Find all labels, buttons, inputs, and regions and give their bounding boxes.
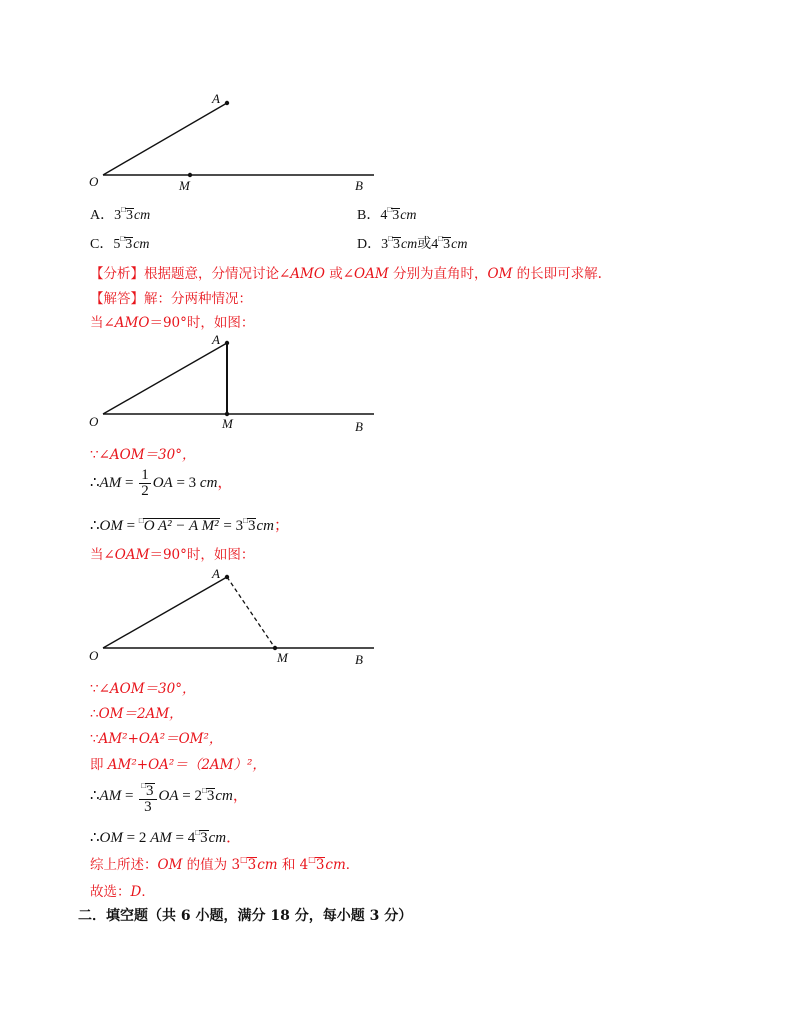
option-c-letter: C． xyxy=(90,237,114,252)
step-2-rhs: OA xyxy=(152,474,173,491)
summary-radicand-1: 3 xyxy=(247,857,257,873)
step-9-eq: = 2 xyxy=(122,830,151,846)
step-6 xyxy=(90,727,222,747)
step-3-radicand: 3 xyxy=(247,518,256,534)
ray-oa xyxy=(103,577,227,648)
choice-pre: 故选： xyxy=(90,884,131,900)
option-d-letter: D． xyxy=(357,237,382,252)
step-7 xyxy=(90,753,266,773)
choice-line xyxy=(90,880,155,900)
label-o: O xyxy=(89,648,99,663)
option-a-coef: 3 xyxy=(114,208,122,223)
option-b-coef: 4 xyxy=(380,208,388,223)
step-9-radicand: 3 xyxy=(200,830,208,846)
step-9-mid: AM xyxy=(150,830,172,846)
step-3-end: ； xyxy=(273,518,289,534)
section-heading: 二．填空题（共 6 小题，满分 18 分，每小题 3 分） xyxy=(78,908,413,924)
step-8-rhs: OA xyxy=(158,787,179,804)
step-7-pre: 即 xyxy=(90,757,108,773)
summary-and: 和 4 xyxy=(277,857,309,873)
option-b[interactable]: B．4□3cm xyxy=(357,205,417,223)
step-4-text: ∠AOM＝30°， xyxy=(98,681,196,697)
label-o: O xyxy=(89,174,99,189)
label-a: A xyxy=(212,332,220,347)
step-2-eq2: = 3 xyxy=(172,474,200,491)
step-3-eq: = xyxy=(122,518,139,534)
step-9-end: ． xyxy=(226,830,242,846)
step-8-eq: = xyxy=(121,787,138,804)
step-3-eq2: = 3 xyxy=(219,518,244,534)
choice-end: ． xyxy=(141,884,155,900)
step-2-lhs: AM xyxy=(99,474,122,491)
step-6-text: AM²+OA²＝OM²， xyxy=(98,731,223,747)
step-8-end: ， xyxy=(232,787,248,804)
analysis-text-1: 根据题意，分情况讨论 xyxy=(144,266,279,282)
option-d-coef1: 3 xyxy=(381,237,389,252)
label-m: M xyxy=(277,650,288,665)
solution-text: 解：分两种情况： xyxy=(144,291,252,307)
analysis-text-2: 或 xyxy=(324,266,343,282)
solution-tag: 【解答】 xyxy=(90,291,144,307)
fraction-den: 3 xyxy=(144,799,152,815)
option-b-letter: B． xyxy=(357,208,381,223)
summary-unit-2: cm xyxy=(325,857,346,873)
option-b-unit: cm xyxy=(400,208,417,223)
summary-mid: 的值为 3 xyxy=(182,857,241,873)
fraction-num: 3 xyxy=(146,783,154,799)
step-3-radical: O A² − A M² xyxy=(143,518,219,534)
option-d[interactable]: D．3□3cm或4□3cm xyxy=(357,234,468,252)
option-d-unit2: cm xyxy=(451,237,468,252)
analysis-text-4: 的长即可求解. xyxy=(512,266,602,282)
case-1-angle: ∠AMO xyxy=(103,315,150,331)
analysis-angle-1: ∠AMO xyxy=(279,266,325,282)
step-9: ∴OM = 2 AM = 4□3cm． xyxy=(90,828,242,846)
step-3-lhs: OM xyxy=(99,518,123,534)
label-m: M xyxy=(179,178,190,193)
summary-radicand-2: 3 xyxy=(315,857,325,873)
step-1-text: ∠AOM＝30°， xyxy=(98,447,196,463)
option-d-radicand2: 3 xyxy=(443,237,451,252)
case-1-pre: 当 xyxy=(90,315,104,331)
step-8-lhs: AM xyxy=(99,787,122,804)
step-5-text: OM＝2AM， xyxy=(98,706,183,722)
choice-answer: D xyxy=(130,884,142,900)
step-3: ∴OM = □O A² − A M² = 3□3cm； xyxy=(90,516,289,534)
fraction-den: 2 xyxy=(141,483,149,499)
label-o: O xyxy=(89,414,99,429)
analysis-om: OM xyxy=(487,266,513,282)
summary-unit-1: cm xyxy=(257,857,278,873)
summary-end: ． xyxy=(345,857,360,873)
option-c-coef: 5 xyxy=(113,237,121,252)
step-8-radicand: 3 xyxy=(206,787,215,804)
option-a-letter: A． xyxy=(90,208,115,223)
case-2-pre: 当 xyxy=(90,547,104,563)
label-m: M xyxy=(222,416,233,431)
label-a: A xyxy=(212,566,220,581)
option-c-radicand: 3 xyxy=(125,237,133,252)
label-a: A xyxy=(212,91,220,106)
fraction-root3-over-3: $\frac{^□3}{3}$ xyxy=(139,778,156,815)
option-a[interactable]: A．3□3cm xyxy=(90,205,151,223)
step-9-lhs: OM xyxy=(99,830,123,846)
analysis-tag: 【分析】 xyxy=(90,266,144,282)
step-3-unit: cm xyxy=(256,518,274,534)
option-d-radicand1: 3 xyxy=(392,237,400,252)
because-symbol: ∵ xyxy=(90,447,99,463)
step-8: ∴AM = $\frac{^□3}{3}$ OA = 2□3cm， xyxy=(90,778,248,815)
step-8-unit: cm xyxy=(215,787,233,804)
therefore-symbol: ∴ xyxy=(90,518,100,534)
summary-pre: 综上所述： xyxy=(90,857,158,873)
therefore-symbol: ∴ xyxy=(90,706,99,722)
therefore-symbol: ∴ xyxy=(90,830,100,846)
therefore-symbol: ∴ xyxy=(90,787,100,804)
label-b: B xyxy=(355,652,363,667)
case-1-post: ＝90°时，如图： xyxy=(149,315,255,331)
step-5 xyxy=(90,702,183,722)
option-b-radicand: 3 xyxy=(392,208,400,223)
step-7-text: AM²+OA²＝（2AM）²， xyxy=(107,757,266,773)
fraction-num: 1 xyxy=(141,467,149,483)
step-2-eq: = xyxy=(121,474,138,491)
because-symbol: ∵ xyxy=(90,681,99,697)
step-2-end: ， xyxy=(217,474,233,491)
step-8-eq2: = 2 xyxy=(178,787,202,804)
label-b: B xyxy=(355,178,363,193)
segment-am-dashed xyxy=(227,577,275,648)
option-a-unit: cm xyxy=(133,208,151,223)
option-a-radicand: 3 xyxy=(125,208,133,223)
case-2-post: ＝90°时，如图： xyxy=(149,547,255,563)
summary-om: OM xyxy=(157,857,183,873)
analysis-angle-2: ∠OAM xyxy=(342,266,389,282)
step-2-unit: cm xyxy=(199,474,218,491)
because-symbol: ∵ xyxy=(90,731,99,747)
option-c[interactable]: C．5□3cm xyxy=(90,234,150,252)
option-d-unit1: cm xyxy=(400,237,418,252)
case-2-angle: ∠OAM xyxy=(103,547,150,563)
step-4 xyxy=(90,677,195,697)
step-9-unit: cm xyxy=(208,830,227,846)
step-9-eq2: = 4 xyxy=(171,830,196,846)
option-d-or: 或 xyxy=(417,237,432,252)
option-c-unit: cm xyxy=(133,237,150,252)
therefore-symbol: ∴ xyxy=(90,474,100,491)
option-d-coef2: 4 xyxy=(431,237,439,252)
point-a xyxy=(225,575,229,579)
analysis-text-3: 分别为直角时， xyxy=(388,266,488,282)
summary-line: 综上所述：OM 的值为 3□3cm 和 4□3cm． xyxy=(90,855,360,873)
label-b: B xyxy=(355,419,363,434)
